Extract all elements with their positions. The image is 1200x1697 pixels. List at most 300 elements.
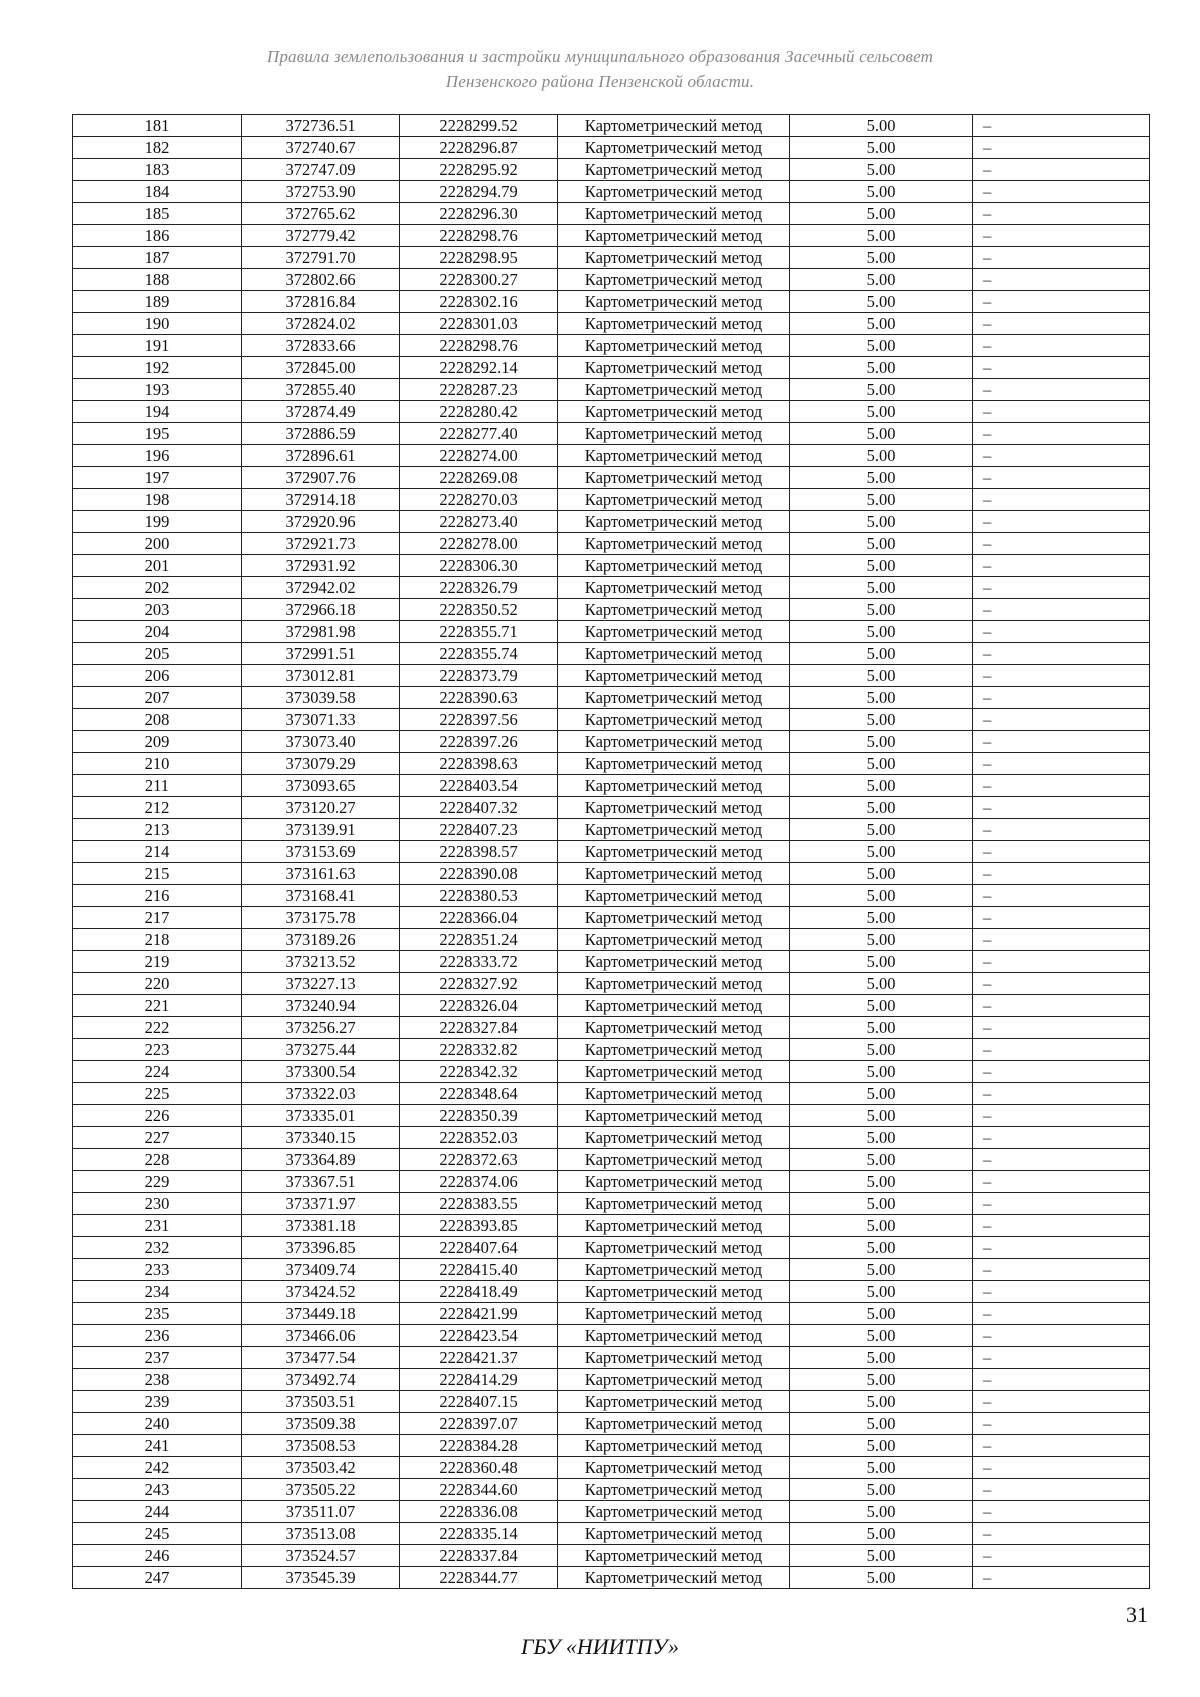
x-coordinate-cell: 373513.08: [242, 1523, 400, 1545]
y-coordinate-cell: 2228407.15: [400, 1391, 558, 1413]
accuracy-cell: 5.00: [790, 1457, 973, 1479]
method-cell: Картометрический метод: [558, 709, 790, 731]
x-coordinate-cell: 373079.29: [242, 753, 400, 775]
point-number-cell: 206: [73, 665, 242, 687]
note-cell: –: [973, 1017, 1150, 1039]
note-cell: –: [973, 115, 1150, 137]
x-coordinate-cell: 373120.27: [242, 797, 400, 819]
x-coordinate-cell: 373364.89: [242, 1149, 400, 1171]
x-coordinate-cell: 373371.97: [242, 1193, 400, 1215]
note-cell: –: [973, 1501, 1150, 1523]
accuracy-cell: 5.00: [790, 1523, 973, 1545]
point-number-cell: 200: [73, 533, 242, 555]
note-cell: –: [973, 1215, 1150, 1237]
table-row: [73, 1369, 1150, 1391]
y-coordinate-cell: 2228278.00: [400, 533, 558, 555]
note-cell: –: [973, 533, 1150, 555]
method-cell: Картометрический метод: [558, 1347, 790, 1369]
note-cell: –: [973, 247, 1150, 269]
y-coordinate-cell: 2228327.84: [400, 1017, 558, 1039]
y-coordinate-cell: 2228298.76: [400, 225, 558, 247]
x-coordinate-cell: 372896.61: [242, 445, 400, 467]
x-coordinate-cell: 373545.39: [242, 1567, 400, 1589]
y-coordinate-cell: 2228273.40: [400, 511, 558, 533]
method-cell: Картометрический метод: [558, 1259, 790, 1281]
table-row: [73, 863, 1150, 885]
point-number-cell: 228: [73, 1149, 242, 1171]
table-row: [73, 181, 1150, 203]
table-row: [73, 1193, 1150, 1215]
x-coordinate-cell: 372779.42: [242, 225, 400, 247]
y-coordinate-cell: 2228344.77: [400, 1567, 558, 1589]
method-cell: Картометрический метод: [558, 621, 790, 643]
note-cell: –: [973, 731, 1150, 753]
point-number-cell: 240: [73, 1413, 242, 1435]
method-cell: Картометрический метод: [558, 1391, 790, 1413]
note-cell: –: [973, 687, 1150, 709]
table-row: [73, 335, 1150, 357]
note-cell: –: [973, 555, 1150, 577]
table-row: [73, 775, 1150, 797]
y-coordinate-cell: 2228280.42: [400, 401, 558, 423]
y-coordinate-cell: 2228344.60: [400, 1479, 558, 1501]
x-coordinate-cell: 373240.94: [242, 995, 400, 1017]
point-number-cell: 213: [73, 819, 242, 841]
y-coordinate-cell: 2228299.52: [400, 115, 558, 137]
x-coordinate-cell: 372747.09: [242, 159, 400, 181]
method-cell: Картометрический метод: [558, 1325, 790, 1347]
table-row: [73, 731, 1150, 753]
x-coordinate-cell: 373477.54: [242, 1347, 400, 1369]
table-row: [73, 401, 1150, 423]
y-coordinate-cell: 2228335.14: [400, 1523, 558, 1545]
accuracy-cell: 5.00: [790, 555, 973, 577]
accuracy-cell: 5.00: [790, 247, 973, 269]
y-coordinate-cell: 2228269.08: [400, 467, 558, 489]
y-coordinate-cell: 2228355.71: [400, 621, 558, 643]
method-cell: Картометрический метод: [558, 995, 790, 1017]
accuracy-cell: 5.00: [790, 115, 973, 137]
accuracy-cell: 5.00: [790, 1127, 973, 1149]
accuracy-cell: 5.00: [790, 203, 973, 225]
table-row: [73, 445, 1150, 467]
header-line-2: Пензенского района Пензенской области.: [445, 72, 755, 91]
accuracy-cell: 5.00: [790, 907, 973, 929]
method-cell: Картометрический метод: [558, 885, 790, 907]
method-cell: Картометрический метод: [558, 533, 790, 555]
point-number-cell: 215: [73, 863, 242, 885]
y-coordinate-cell: 2228407.64: [400, 1237, 558, 1259]
y-coordinate-cell: 2228300.27: [400, 269, 558, 291]
point-number-cell: 232: [73, 1237, 242, 1259]
note-cell: –: [973, 269, 1150, 291]
table-row: [73, 269, 1150, 291]
method-cell: Картометрический метод: [558, 1083, 790, 1105]
note-cell: –: [973, 951, 1150, 973]
table-row: [73, 643, 1150, 665]
y-coordinate-cell: 2228350.39: [400, 1105, 558, 1127]
y-coordinate-cell: 2228374.06: [400, 1171, 558, 1193]
accuracy-cell: 5.00: [790, 1017, 973, 1039]
accuracy-cell: 5.00: [790, 731, 973, 753]
x-coordinate-cell: 373168.41: [242, 885, 400, 907]
x-coordinate-cell: 373505.22: [242, 1479, 400, 1501]
table-row: [73, 885, 1150, 907]
table-row: [73, 533, 1150, 555]
method-cell: Картометрический метод: [558, 269, 790, 291]
table-row: [73, 709, 1150, 731]
method-cell: Картометрический метод: [558, 1457, 790, 1479]
note-cell: –: [973, 445, 1150, 467]
method-cell: Картометрический метод: [558, 137, 790, 159]
point-number-cell: 207: [73, 687, 242, 709]
x-coordinate-cell: 373073.40: [242, 731, 400, 753]
accuracy-cell: 5.00: [790, 533, 973, 555]
accuracy-cell: 5.00: [790, 1325, 973, 1347]
note-cell: –: [973, 753, 1150, 775]
note-cell: –: [973, 775, 1150, 797]
note-cell: –: [973, 423, 1150, 445]
point-number-cell: 220: [73, 973, 242, 995]
table-row: [73, 1391, 1150, 1413]
point-number-cell: 195: [73, 423, 242, 445]
point-number-cell: 202: [73, 577, 242, 599]
note-cell: –: [973, 379, 1150, 401]
point-number-cell: 196: [73, 445, 242, 467]
x-coordinate-cell: 372740.67: [242, 137, 400, 159]
accuracy-cell: 5.00: [790, 401, 973, 423]
y-coordinate-cell: 2228397.56: [400, 709, 558, 731]
accuracy-cell: 5.00: [790, 1567, 973, 1589]
y-coordinate-cell: 2228332.82: [400, 1039, 558, 1061]
y-coordinate-cell: 2228295.92: [400, 159, 558, 181]
note-cell: –: [973, 1149, 1150, 1171]
point-number-cell: 211: [73, 775, 242, 797]
accuracy-cell: 5.00: [790, 291, 973, 313]
accuracy-cell: 5.00: [790, 1413, 973, 1435]
x-coordinate-cell: 372736.51: [242, 115, 400, 137]
x-coordinate-cell: 373396.85: [242, 1237, 400, 1259]
note-cell: –: [973, 1457, 1150, 1479]
x-coordinate-cell: 373367.51: [242, 1171, 400, 1193]
x-coordinate-cell: 373039.58: [242, 687, 400, 709]
accuracy-cell: 5.00: [790, 1303, 973, 1325]
method-cell: Картометрический метод: [558, 599, 790, 621]
table-row: [73, 159, 1150, 181]
point-number-cell: 182: [73, 137, 242, 159]
x-coordinate-cell: 372942.02: [242, 577, 400, 599]
accuracy-cell: 5.00: [790, 1237, 973, 1259]
table-row: [73, 1215, 1150, 1237]
accuracy-cell: 5.00: [790, 1061, 973, 1083]
point-number-cell: 231: [73, 1215, 242, 1237]
note-cell: –: [973, 599, 1150, 621]
note-cell: –: [973, 643, 1150, 665]
y-coordinate-cell: 2228372.63: [400, 1149, 558, 1171]
table-row: [73, 1281, 1150, 1303]
note-cell: –: [973, 819, 1150, 841]
note-cell: –: [973, 1303, 1150, 1325]
x-coordinate-cell: 373213.52: [242, 951, 400, 973]
y-coordinate-cell: 2228423.54: [400, 1325, 558, 1347]
accuracy-cell: 5.00: [790, 313, 973, 335]
y-coordinate-cell: 2228326.04: [400, 995, 558, 1017]
point-number-cell: 191: [73, 335, 242, 357]
y-coordinate-cell: 2228360.48: [400, 1457, 558, 1479]
method-cell: Картометрический метод: [558, 467, 790, 489]
header-line-1: Правила землепользования и застройки муниципального образования Засечный сельсовет: [266, 47, 934, 66]
note-cell: –: [973, 885, 1150, 907]
method-cell: Картометрический метод: [558, 1237, 790, 1259]
y-coordinate-cell: 2228287.23: [400, 379, 558, 401]
table-row: [73, 1083, 1150, 1105]
accuracy-cell: 5.00: [790, 1039, 973, 1061]
method-cell: Картометрический метод: [558, 797, 790, 819]
method-cell: Картометрический метод: [558, 313, 790, 335]
method-cell: Картометрический метод: [558, 1545, 790, 1567]
note-cell: –: [973, 577, 1150, 599]
method-cell: Картометрический метод: [558, 1171, 790, 1193]
point-number-cell: 181: [73, 115, 242, 137]
y-coordinate-cell: 2228326.79: [400, 577, 558, 599]
note-cell: –: [973, 973, 1150, 995]
x-coordinate-cell: 373340.15: [242, 1127, 400, 1149]
x-coordinate-cell: 373175.78: [242, 907, 400, 929]
y-coordinate-cell: 2228301.03: [400, 313, 558, 335]
method-cell: Картометрический метод: [558, 489, 790, 511]
method-cell: Картометрический метод: [558, 929, 790, 951]
y-coordinate-cell: 2228296.87: [400, 137, 558, 159]
table-row: [73, 467, 1150, 489]
accuracy-cell: 5.00: [790, 511, 973, 533]
note-cell: –: [973, 907, 1150, 929]
note-cell: –: [973, 1347, 1150, 1369]
accuracy-cell: 5.00: [790, 797, 973, 819]
table-row: [73, 1501, 1150, 1523]
y-coordinate-cell: 2228277.40: [400, 423, 558, 445]
accuracy-cell: 5.00: [790, 159, 973, 181]
point-number-cell: 224: [73, 1061, 242, 1083]
accuracy-cell: 5.00: [790, 225, 973, 247]
x-coordinate-cell: 373300.54: [242, 1061, 400, 1083]
note-cell: –: [973, 137, 1150, 159]
accuracy-cell: 5.00: [790, 1083, 973, 1105]
accuracy-cell: 5.00: [790, 1347, 973, 1369]
point-number-cell: 238: [73, 1369, 242, 1391]
page-header: [0, 44, 1200, 94]
note-cell: –: [973, 1061, 1150, 1083]
y-coordinate-cell: 2228393.85: [400, 1215, 558, 1237]
point-number-cell: 209: [73, 731, 242, 753]
point-number-cell: 244: [73, 1501, 242, 1523]
x-coordinate-cell: 373503.51: [242, 1391, 400, 1413]
note-cell: –: [973, 929, 1150, 951]
table-row: [73, 1545, 1150, 1567]
x-coordinate-cell: 373322.03: [242, 1083, 400, 1105]
note-cell: –: [973, 1171, 1150, 1193]
method-cell: Картометрический метод: [558, 1413, 790, 1435]
table-row: [73, 1325, 1150, 1347]
note-cell: –: [973, 841, 1150, 863]
accuracy-cell: 5.00: [790, 1391, 973, 1413]
y-coordinate-cell: 2228336.08: [400, 1501, 558, 1523]
table-row: [73, 313, 1150, 335]
point-number-cell: 234: [73, 1281, 242, 1303]
y-coordinate-cell: 2228403.54: [400, 775, 558, 797]
y-coordinate-cell: 2228398.63: [400, 753, 558, 775]
method-cell: Картометрический метод: [558, 1193, 790, 1215]
y-coordinate-cell: 2228415.40: [400, 1259, 558, 1281]
table-row: [73, 1127, 1150, 1149]
point-number-cell: 193: [73, 379, 242, 401]
accuracy-cell: 5.00: [790, 1171, 973, 1193]
table-row: [73, 1413, 1150, 1435]
method-cell: Картометрический метод: [558, 753, 790, 775]
method-cell: Картометрический метод: [558, 1501, 790, 1523]
point-number-cell: 199: [73, 511, 242, 533]
point-number-cell: 189: [73, 291, 242, 313]
x-coordinate-cell: 372966.18: [242, 599, 400, 621]
x-coordinate-cell: 373275.44: [242, 1039, 400, 1061]
accuracy-cell: 5.00: [790, 951, 973, 973]
y-coordinate-cell: 2228352.03: [400, 1127, 558, 1149]
x-coordinate-cell: 373227.13: [242, 973, 400, 995]
table-row: [73, 1567, 1150, 1589]
x-coordinate-cell: 372921.73: [242, 533, 400, 555]
accuracy-cell: 5.00: [790, 643, 973, 665]
point-number-cell: 198: [73, 489, 242, 511]
y-coordinate-cell: 2228414.29: [400, 1369, 558, 1391]
table-row: [73, 1061, 1150, 1083]
note-cell: –: [973, 863, 1150, 885]
method-cell: Картометрический метод: [558, 665, 790, 687]
accuracy-cell: 5.00: [790, 445, 973, 467]
x-coordinate-cell: 372845.00: [242, 357, 400, 379]
point-number-cell: 208: [73, 709, 242, 731]
note-cell: –: [973, 1391, 1150, 1413]
accuracy-cell: 5.00: [790, 137, 973, 159]
point-number-cell: 183: [73, 159, 242, 181]
point-number-cell: 190: [73, 313, 242, 335]
method-cell: Картометрический метод: [558, 1281, 790, 1303]
x-coordinate-cell: 373524.57: [242, 1545, 400, 1567]
note-cell: –: [973, 401, 1150, 423]
page-footer: ГБУ «НИИТПУ»: [520, 1634, 680, 1659]
method-cell: Картометрический метод: [558, 1303, 790, 1325]
note-cell: –: [973, 203, 1150, 225]
y-coordinate-cell: 2228298.95: [400, 247, 558, 269]
x-coordinate-cell: 373161.63: [242, 863, 400, 885]
accuracy-cell: 5.00: [790, 1369, 973, 1391]
table-row: [73, 797, 1150, 819]
note-cell: –: [973, 995, 1150, 1017]
x-coordinate-cell: 372816.84: [242, 291, 400, 313]
table-row: [73, 929, 1150, 951]
accuracy-cell: 5.00: [790, 1435, 973, 1457]
point-number-cell: 235: [73, 1303, 242, 1325]
accuracy-cell: 5.00: [790, 687, 973, 709]
method-cell: Картометрический метод: [558, 423, 790, 445]
x-coordinate-cell: 373449.18: [242, 1303, 400, 1325]
point-number-cell: 222: [73, 1017, 242, 1039]
point-number-cell: 187: [73, 247, 242, 269]
y-coordinate-cell: 2228337.84: [400, 1545, 558, 1567]
method-cell: Картометрический метод: [558, 819, 790, 841]
x-coordinate-cell: 373071.33: [242, 709, 400, 731]
note-cell: –: [973, 159, 1150, 181]
method-cell: Картометрический метод: [558, 335, 790, 357]
method-cell: Картометрический метод: [558, 115, 790, 137]
point-number-cell: 214: [73, 841, 242, 863]
table-row: [73, 665, 1150, 687]
method-cell: Картометрический метод: [558, 357, 790, 379]
accuracy-cell: 5.00: [790, 885, 973, 907]
table-row: [73, 1435, 1150, 1457]
accuracy-cell: 5.00: [790, 599, 973, 621]
x-coordinate-cell: 372914.18: [242, 489, 400, 511]
method-cell: Картометрический метод: [558, 1435, 790, 1457]
x-coordinate-cell: 372991.51: [242, 643, 400, 665]
point-number-cell: 229: [73, 1171, 242, 1193]
table-row: [73, 907, 1150, 929]
note-cell: –: [973, 335, 1150, 357]
accuracy-cell: 5.00: [790, 489, 973, 511]
accuracy-cell: 5.00: [790, 621, 973, 643]
accuracy-cell: 5.00: [790, 423, 973, 445]
accuracy-cell: 5.00: [790, 181, 973, 203]
method-cell: Картометрический метод: [558, 181, 790, 203]
point-number-cell: 192: [73, 357, 242, 379]
y-coordinate-cell: 2228390.63: [400, 687, 558, 709]
y-coordinate-cell: 2228296.30: [400, 203, 558, 225]
point-number-cell: 203: [73, 599, 242, 621]
table-row: [73, 995, 1150, 1017]
x-coordinate-cell: 373093.65: [242, 775, 400, 797]
accuracy-cell: 5.00: [790, 1215, 973, 1237]
point-number-cell: 242: [73, 1457, 242, 1479]
table-row: [73, 1039, 1150, 1061]
accuracy-cell: 5.00: [790, 335, 973, 357]
coordinates-table: [72, 114, 1150, 1589]
y-coordinate-cell: 2228270.03: [400, 489, 558, 511]
x-coordinate-cell: 373189.26: [242, 929, 400, 951]
table-row: [73, 225, 1150, 247]
point-number-cell: 246: [73, 1545, 242, 1567]
point-number-cell: 216: [73, 885, 242, 907]
y-coordinate-cell: 2228366.04: [400, 907, 558, 929]
point-number-cell: 218: [73, 929, 242, 951]
point-number-cell: 221: [73, 995, 242, 1017]
note-cell: –: [973, 1281, 1150, 1303]
y-coordinate-cell: 2228418.49: [400, 1281, 558, 1303]
y-coordinate-cell: 2228350.52: [400, 599, 558, 621]
page-number: 31: [1126, 1602, 1148, 1627]
table-row: [73, 203, 1150, 225]
y-coordinate-cell: 2228397.26: [400, 731, 558, 753]
note-cell: –: [973, 1369, 1150, 1391]
note-cell: –: [973, 357, 1150, 379]
method-cell: Картометрический метод: [558, 511, 790, 533]
note-cell: –: [973, 797, 1150, 819]
accuracy-cell: 5.00: [790, 1105, 973, 1127]
method-cell: Картометрический метод: [558, 973, 790, 995]
note-cell: –: [973, 1325, 1150, 1347]
method-cell: Картометрический метод: [558, 291, 790, 313]
method-cell: Картометрический метод: [558, 203, 790, 225]
y-coordinate-cell: 2228398.57: [400, 841, 558, 863]
method-cell: Картометрический метод: [558, 731, 790, 753]
point-number-cell: 204: [73, 621, 242, 643]
